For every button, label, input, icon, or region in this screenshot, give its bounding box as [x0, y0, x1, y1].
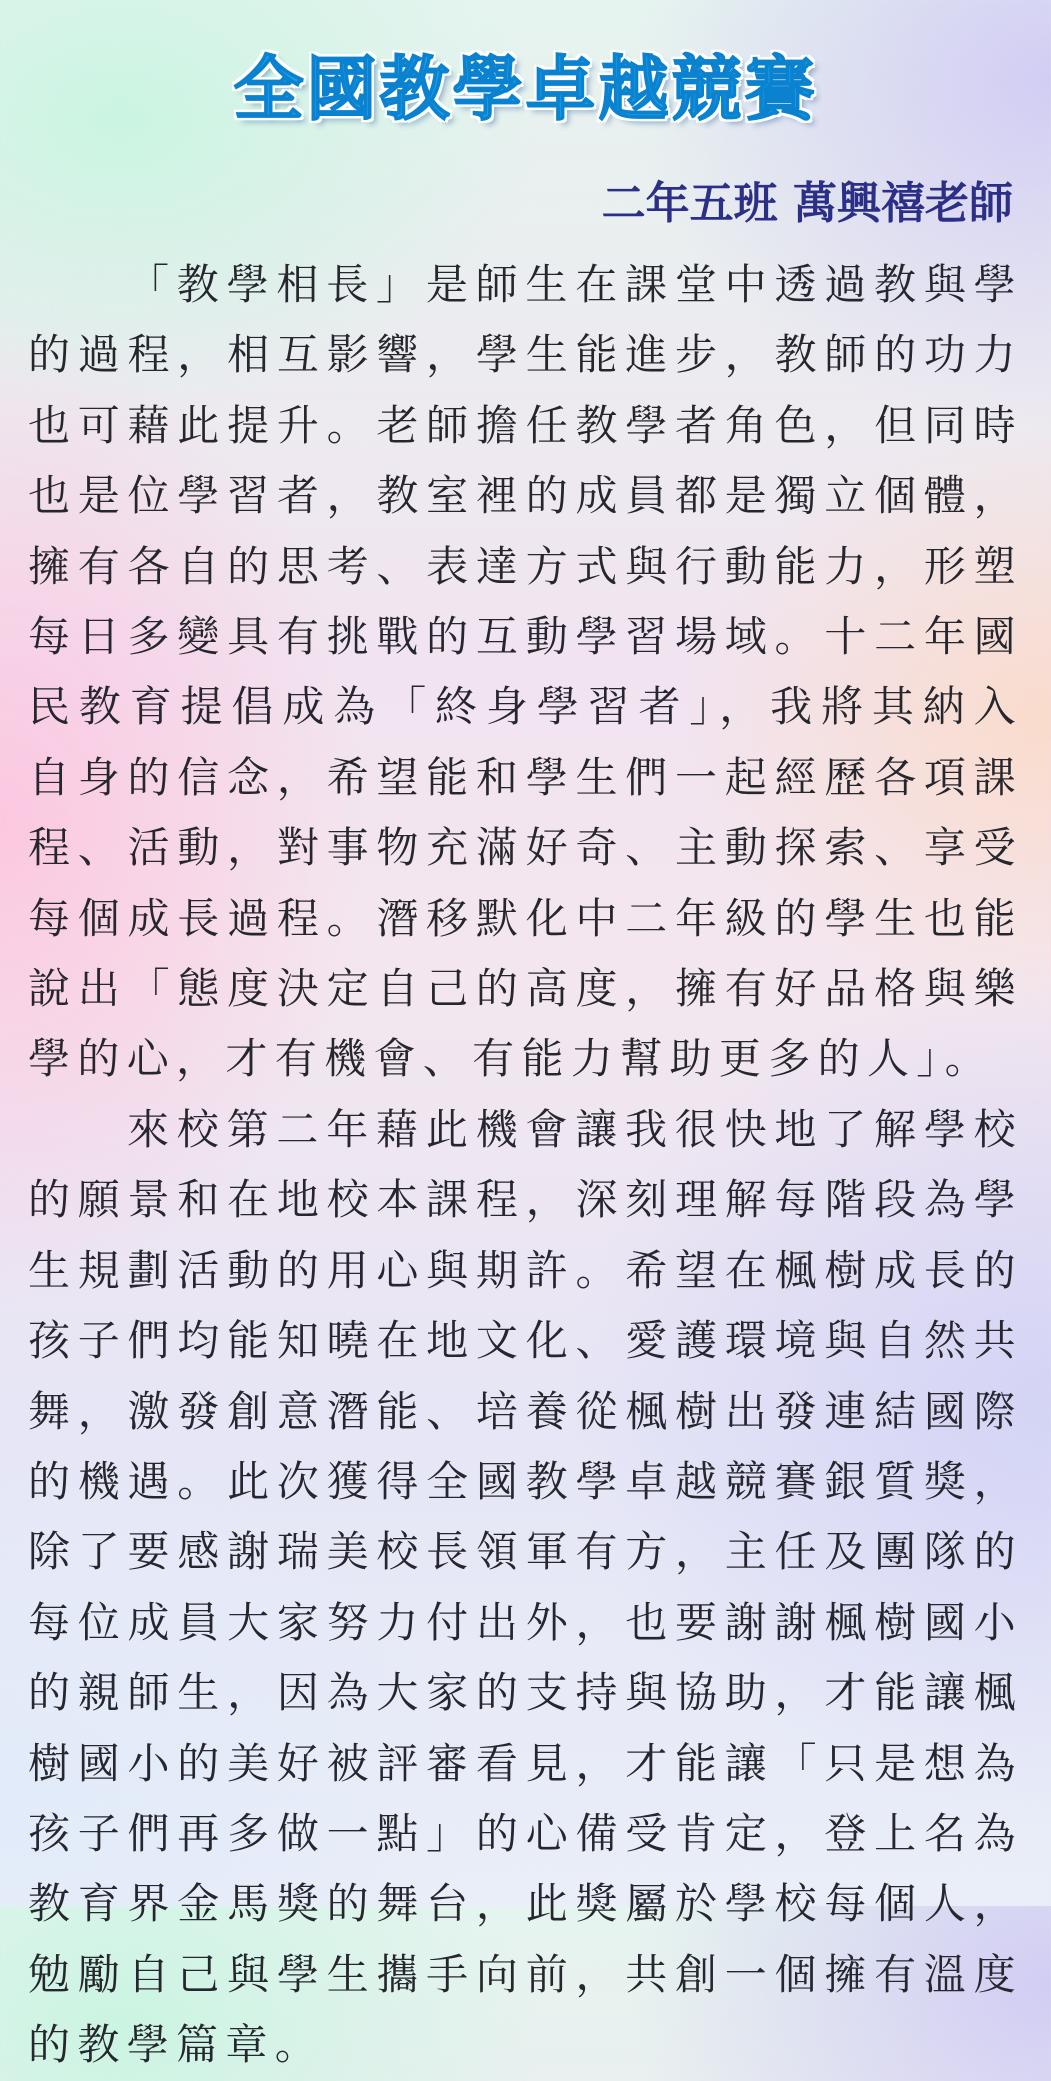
article-paragraph-1: 「教學相長」是師生在課堂中透過教與學的過程，相互影響，學生能進步，教師的功力也可藉此提升。老師擔任教學者角色，但同時也是位學習者，教室裡的成員都是獨立個體，擁有各自的思考、表達方式與行動能力，形塑每日多變具有挑戰的互動學習場域。十二年國民教育提倡成為「終身學習者」，我將其納入自身的信念，希望能和學生們一起經歷各項課程、活動，對事物充滿好奇、主動探索、享受每個成長過程。潛移默化中二年級的學生也能說出「態度決定自己的高度，擁有好品格與樂學的心，才有機會、有能力幫助更多的人」。 — [28, 260, 1023, 1084]
author-byline: 二年五班 萬興禧老師 — [601, 178, 1013, 229]
article-body — [28, 250, 1023, 2081]
page-title: 全國教學卓越競賽 — [233, 48, 818, 130]
article-paragraph-2: 來校第二年藉此機會讓我很快地了解學校的願景和在地校本課程，深刻理解每階段為學生規劃活動的用心與期許。希望在楓樹成長的孩子們均能知曉在地文化、愛護環境與自然共舞，激發創意潛能、培養從楓樹出發連結國際的機遇。此次獲得全國教學卓越競賽銀質獎，除了要感謝瑞美校長領軍有方，主任及團隊的每位成員大家努力付出外，也要謝謝楓樹國小的親師生，因為大家的支持與協助，才能讓楓樹國小的美好被評審看見，才能讓「只是想為孩子們再多做一點」的心備受肯定，登上名為教育界金馬獎的舞台，此獎屬於學校每個人，勉勵自己與學生攜手向前，共創一個擁有溫度的教學篇章。 — [28, 1104, 1023, 2070]
